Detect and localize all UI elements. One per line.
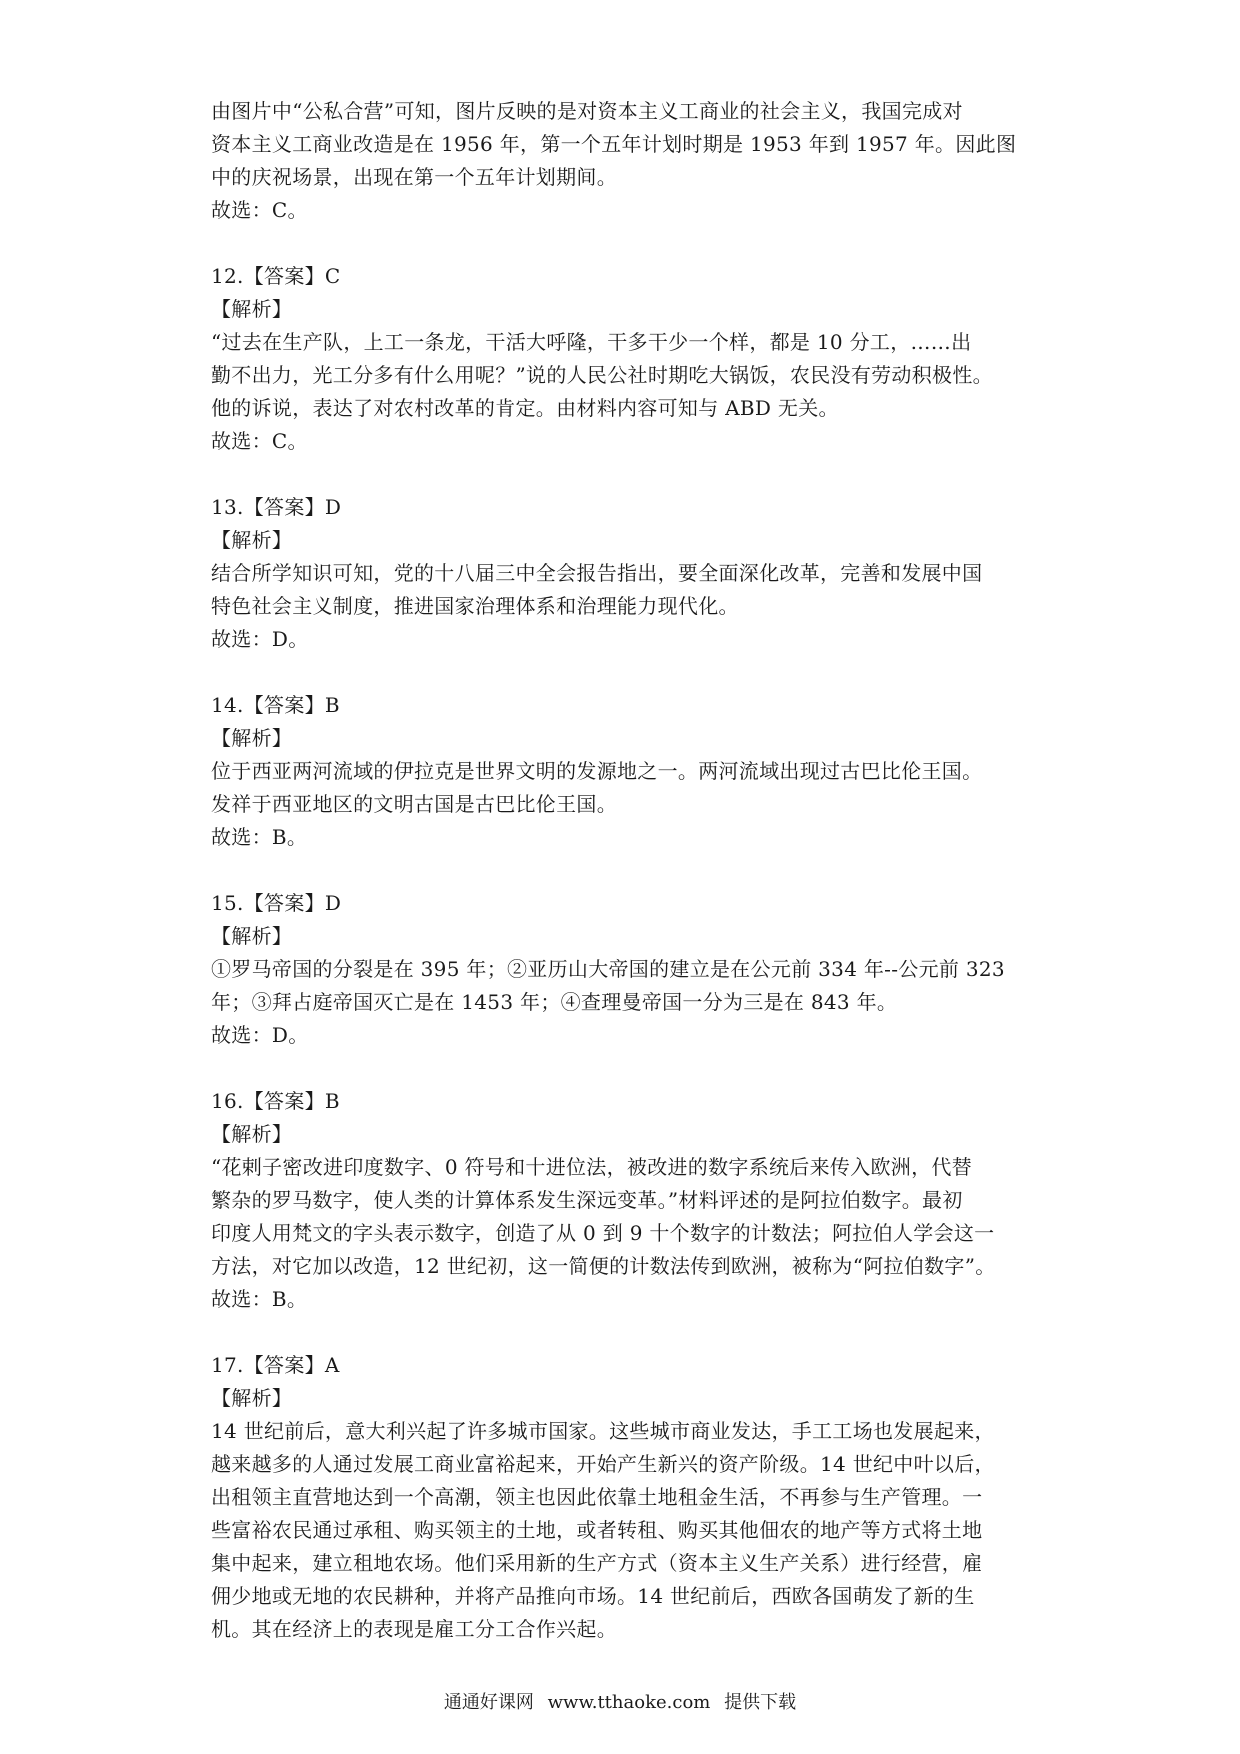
document-content: [211, 95, 1046, 1646]
analysis-line: 方法，对它加以改造，12 世纪初，这一简便的计数法传到欧洲，被称为“阿拉伯数字”。: [211, 1254, 996, 1278]
answer-value: C: [324, 264, 341, 288]
answer-value: D: [324, 891, 342, 915]
analysis-line: 特色社会主义制度，推进国家治理体系和治理能力现代化。: [211, 594, 739, 618]
analysis-line: 发祥于西亚地区的文明古国是古巴比伦王国。: [211, 792, 617, 816]
analysis-line: 14 世纪前后，意大利兴起了许多城市国家。这些城市商业发达，手工工场也发展起来，: [211, 1419, 995, 1443]
intro-paragraph: [211, 95, 1046, 227]
analysis-line: 年；③拜占庭帝国灭亡是在 1453 年；④查理曼帝国一分为三是在 843 年。: [211, 990, 898, 1014]
analysis-line: “过去在生产队，上工一条龙，干活大呼隆，干多干少一个样，都是 10 分工，……出: [211, 330, 972, 354]
question-block-12: [211, 260, 1046, 458]
analysis-line: 结合所学知识可知，党的十八届三中全会报告指出，要全面深化改革，完善和发展中国: [211, 561, 983, 585]
analysis-line: 越来越多的人通过发展工商业富裕起来，开始产生新兴的资产阶级。14 世纪中叶以后，: [211, 1452, 995, 1476]
analysis-line: 些富裕农民通过承租、购买领主的土地，或者转租、购买其他佃农的地产等方式将土地: [211, 1518, 983, 1542]
intro-line: 由图片中“公私合营”可知，图片反映的是对资本主义工商业的社会主义，我国完成对: [211, 99, 963, 123]
analysis-line: 佣少地或无地的农民耕种，并将产品推向市场。14 世纪前后，西欧各国萌发了新的生: [211, 1584, 975, 1608]
analysis-conclusion: 故选：C。: [211, 429, 308, 453]
question-block-15: [211, 887, 1046, 1052]
question-number: 17.: [211, 1353, 244, 1377]
question-number: 16.: [211, 1089, 244, 1113]
intro-line: 中的庆祝场景，出现在第一个五年计划期间。: [211, 165, 617, 189]
answer-label: 【答案】: [243, 264, 325, 288]
intro-line: 资本主义工商业改造是在 1956 年，第一个五年计划时期是 1953 年到 1957 年。因此图: [211, 132, 1017, 156]
question-number: 12.: [211, 264, 244, 288]
footer-note: 提供下载: [724, 1692, 797, 1713]
answer-line: [211, 1085, 1046, 1118]
answer-line: [211, 689, 1046, 722]
analysis-label: 【解析】: [211, 726, 293, 750]
footer-url-link[interactable]: www.tthaoke.com: [547, 1692, 711, 1713]
answer-value: B: [324, 693, 340, 717]
answer-label: 【答案】: [243, 495, 325, 519]
analysis-line: ①罗马帝国的分裂是在 395 年；②亚历山大帝国的建立是在公元前 334 年--公元前 323: [211, 957, 1005, 981]
analysis-label: 【解析】: [211, 1386, 293, 1410]
answer-value: D: [324, 495, 342, 519]
analysis-label: 【解析】: [211, 924, 293, 948]
analysis-conclusion: 故选：B。: [211, 1287, 308, 1311]
answer-value: B: [324, 1089, 340, 1113]
analysis-line: 印度人用梵文的字头表示数字，创造了从 0 到 9 十个数字的计数法；阿拉伯人学会这一: [211, 1221, 995, 1245]
analysis-label: 【解析】: [211, 1122, 293, 1146]
question-number: 13.: [211, 495, 244, 519]
answer-line: [211, 260, 1046, 293]
answer-line: [211, 887, 1046, 920]
intro-conclusion: 故选：C。: [211, 198, 308, 222]
answer-label: 【答案】: [243, 891, 325, 915]
analysis-conclusion: 故选：D。: [211, 627, 309, 651]
question-block-16: [211, 1085, 1046, 1316]
answer-label: 【答案】: [243, 1353, 325, 1377]
analysis-line: 繁杂的罗马数字，使人类的计算体系发生深远变革。”材料评述的是阿拉伯数字。最初: [211, 1188, 963, 1212]
question-block-17: [211, 1349, 1046, 1646]
answer-value: A: [324, 1353, 340, 1377]
analysis-conclusion: 故选：B。: [211, 825, 308, 849]
analysis-line: 位于西亚两河流域的伊拉克是世界文明的发源地之一。两河流域出现过古巴比伦王国。: [211, 759, 983, 783]
analysis-line: 勤不出力，光工分多有什么用呢？”说的人民公社时期吃大锅饭，农民没有劳动积极性。: [211, 363, 993, 387]
analysis-label: 【解析】: [211, 297, 293, 321]
question-block-14: [211, 689, 1046, 854]
question-number: 14.: [211, 693, 244, 717]
analysis-line: 他的诉说，表达了对农村改革的肯定。由材料内容可知与 ABD 无关。: [211, 396, 839, 420]
answer-line: [211, 491, 1046, 524]
footer-site-name: 通通好课网: [443, 1692, 534, 1713]
analysis-conclusion: 故选：D。: [211, 1023, 309, 1047]
answer-label: 【答案】: [243, 1089, 325, 1113]
analysis-label: 【解析】: [211, 528, 293, 552]
analysis-line: 集中起来，建立租地农场。他们采用新的生产方式（资本主义生产关系）进行经营，雇: [211, 1551, 983, 1575]
answer-label: 【答案】: [243, 693, 325, 717]
page-footer: [0, 1690, 1240, 1716]
answer-line: [211, 1349, 1046, 1382]
analysis-line: 机。其在经济上的表现是雇工分工合作兴起。: [211, 1617, 617, 1641]
analysis-line: 出租领主直营地达到一个高潮，领主也因此依靠土地租金生活，不再参与生产管理。一: [211, 1485, 983, 1509]
question-number: 15.: [211, 891, 244, 915]
question-block-13: [211, 491, 1046, 656]
analysis-line: “花剌子密改进印度数字、0 符号和十进位法，被改进的数字系统后来传入欧洲，代替: [211, 1155, 973, 1179]
